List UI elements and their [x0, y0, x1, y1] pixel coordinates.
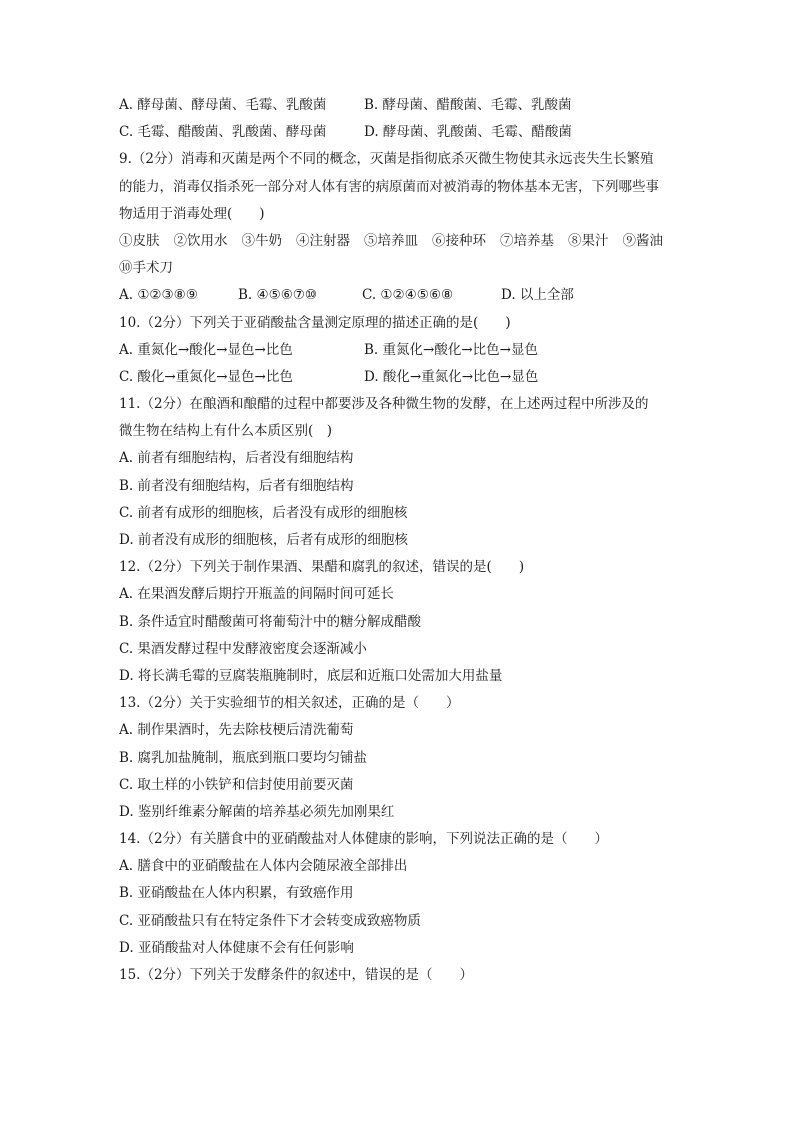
q10-options-row-1	[119, 337, 679, 364]
q9-item: ⑥接种环	[432, 232, 486, 249]
q9-options	[119, 282, 679, 309]
q12-option-d: D. 将长满毛霉的豆腐装瓶腌制时，底层和近瓶口处需加大用盐量	[119, 667, 503, 684]
q11-option-c: C. 前者有成形的细胞核，后者没有成形的细胞核	[119, 504, 408, 521]
q9-item: ⑧果汁	[568, 232, 609, 249]
q10-option-c: C. 酸化→重氮化→显色→比色	[119, 368, 293, 385]
q9-item: ⑩手术刀	[119, 260, 173, 277]
q11-stem-line-1: 11.（2分）在酿酒和酿醋的过程中都要涉及各种微生物的发酵，在上述两过程中所涉及的	[119, 396, 649, 413]
exam-page	[119, 92, 679, 989]
q14-option-c: C. 亚硝酸盐只有在特定条件下才会转变成致癌物质	[119, 912, 421, 929]
q10-options-row-2	[119, 364, 679, 391]
q9-stem-line-2: 的能力，消毒仅指杀死一部分对人体有害的病原菌而对被消毒的物体基本无害，下列哪些事	[119, 178, 659, 195]
q9-item: ④注射器	[296, 232, 350, 249]
q13-option-d: D. 鉴别纤维素分解菌的培养基必须先加刚果红	[119, 803, 395, 820]
q10-option-d: D. 酸化→重氮化→比色→显色	[364, 368, 539, 385]
q12-option-b: B. 条件适宜时醋酸菌可将葡萄汁中的糖分解成醋酸	[119, 613, 422, 630]
q11-option-b: B. 前者没有细胞结构，后者有细胞结构	[119, 477, 354, 494]
q11-option-a: A. 前者有细胞结构，后者没有细胞结构	[119, 450, 354, 467]
q13-option-c: C. 取土样的小铁铲和信封使用前要灭菌	[119, 776, 354, 793]
q10-option-b: B. 重氮化→酸化→比色→显色	[364, 341, 538, 358]
q11-stem-line-2: 微生物在结构上有什么本质区别( )	[119, 423, 333, 440]
q9-item-list	[119, 228, 679, 282]
q8-option-c: C. 毛霉、醋酸菌、乳酸菌、酵母菌	[119, 124, 327, 141]
q9-stem-line-1: 9.（2分）消毒和灭菌是两个不同的概念，灭菌是指彻底杀灭微生物使其永远丧失生长繁殖	[119, 151, 654, 168]
q10-stem: 10.（2分）下列关于亚硝酸盐含量测定原理的描述正确的是( )	[119, 314, 511, 331]
q9-item: ②饮用水	[173, 232, 228, 249]
q9-stem-line-3: 物适用于消毒处理( )	[119, 205, 265, 222]
q13-option-b: B. 腐乳加盐腌制，瓶底到瓶口要均匀铺盐	[119, 749, 368, 766]
q9-item: ⑨酱油	[622, 232, 663, 249]
q12-stem: 12.（2分）下列关于制作果酒、果醋和腐乳的叙述，错误的是( )	[119, 559, 525, 576]
q15-stem: 15.（2分）下列关于发酵条件的叙述中，错误的是（ ）	[119, 967, 474, 983]
q12-option-c: C. 果酒发酵过程中发酵液密度会逐渐减小	[119, 640, 367, 657]
q12-option-a: A. 在果酒发酵后期拧开瓶盖的间隔时间可延长	[119, 586, 394, 603]
q11-option-d: D. 前者没有成形的细胞核，后者有成形的细胞核	[119, 532, 408, 548]
q8-options-row-1	[119, 92, 679, 119]
q14-stem: 14.（2分）有关膳食中的亚硝酸盐对人体健康的影响，下列说法正确的是（ ）	[119, 831, 609, 848]
q8-option-a: A. 酵母菌、酵母菌、毛霉、乳酸菌	[119, 97, 327, 113]
q8-option-d: D. 酵母菌、乳酸菌、毛霉、醋酸菌	[364, 124, 572, 141]
q9-item: ⑤培养皿	[364, 232, 418, 249]
q10-option-a: A. 重氮化→酸化→显色→比色	[119, 341, 293, 358]
q9-item: ①皮肤	[119, 232, 160, 249]
q14-option-a: A. 膳食中的亚硝酸盐在人体内会随尿液全部排出	[119, 858, 408, 875]
q9-option-b: B. ④⑤⑥⑦⑩	[238, 287, 318, 304]
q9-item: ⑦培养基	[500, 232, 554, 249]
q9-option-d: D. 以上全部	[501, 287, 574, 304]
q8-options-row-2	[119, 119, 679, 146]
q13-option-a: A. 制作果酒时，先去除枝梗后清洗葡萄	[119, 722, 354, 739]
q9-item: ③牛奶	[241, 232, 282, 249]
q14-option-d: D. 亚硝酸盐对人体健康不会有任何影响	[119, 939, 354, 956]
q8-option-b: B. 酵母菌、醋酸菌、毛霉、乳酸菌	[364, 97, 572, 113]
q9-option-c: C. ①②④⑤⑥⑧	[362, 287, 454, 304]
q14-option-b: B. 亚硝酸盐在人体内积累，有致癌作用	[119, 885, 354, 902]
q13-stem: 13.（2分）关于实验细节的相关叙述，正确的是（ ）	[119, 695, 460, 712]
q9-option-a: A. ①②③⑧⑨	[119, 287, 198, 304]
